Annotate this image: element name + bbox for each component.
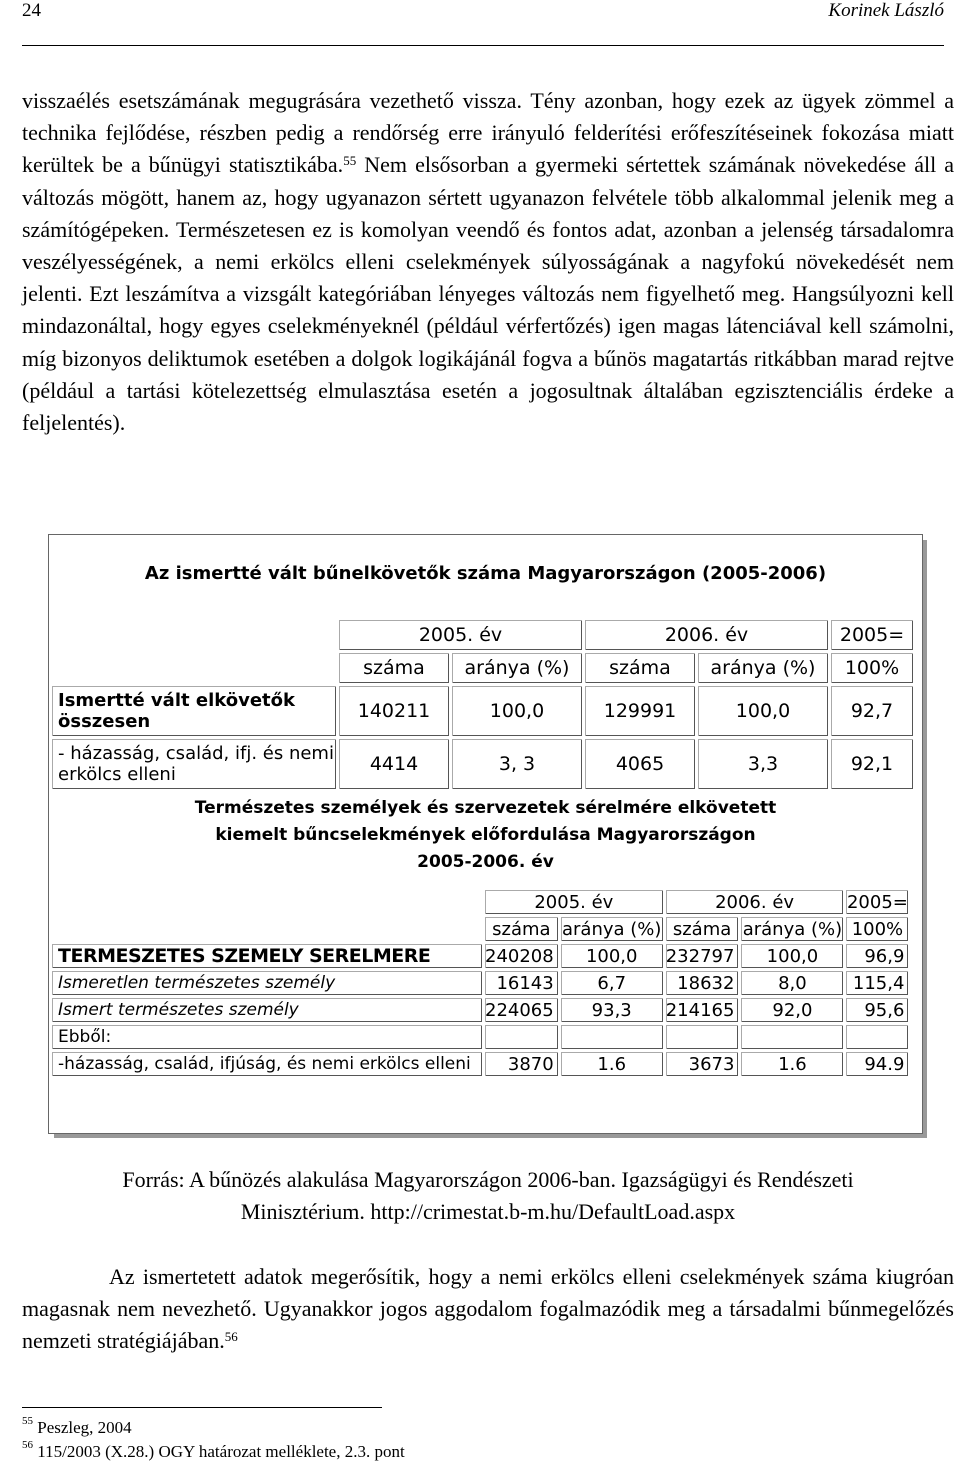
footnote-text: Peszleg, 2004: [37, 1418, 132, 1437]
table-cell: 115,4: [846, 971, 908, 995]
table-cell: 232797: [666, 944, 739, 968]
source-line: Forrás: A bűnözés alakulása Magyarországon 2006-ban. Igazságügyi és Rendészeti: [122, 1167, 854, 1192]
table-cell: 100,0: [741, 944, 843, 968]
body-paragraph-2: [22, 1261, 954, 1358]
footnote-number: 55: [22, 1415, 33, 1427]
body-paragraph-1: [22, 85, 954, 439]
table-corner-cell: [52, 917, 482, 941]
header-rule: [22, 45, 944, 46]
table-cell: 100,0: [561, 944, 663, 968]
year-header-index: 2005=: [846, 891, 908, 913]
row-label: -házasság, család, ifjúság, és nemi erkölcs elleni: [52, 1052, 482, 1076]
running-author: Korinek László: [828, 0, 944, 21]
figure-source: [22, 1164, 954, 1228]
table-row: [52, 739, 913, 789]
table-2-title-line: kiemelt bűncselekmények előfordulása Magyarországon: [215, 825, 756, 845]
table-cell: [846, 1025, 908, 1049]
table-cell: 240208: [485, 944, 558, 968]
row-label: TERMESZETES SZEMELY SERELMERE: [52, 944, 482, 968]
table-cell: 4414: [339, 739, 449, 789]
year-header-2006: 2006. év: [666, 890, 844, 914]
column-header: száma: [585, 653, 695, 683]
table-cell: 6,7: [561, 971, 663, 995]
column-header: száma: [339, 653, 449, 683]
table-cell: 1.6: [561, 1052, 663, 1076]
table-cell: 92,1: [831, 739, 913, 789]
footnote-number: 56: [22, 1439, 33, 1451]
table-cell: 3,3: [698, 739, 828, 789]
table-cell: 92,0: [741, 998, 843, 1022]
table-cell: [666, 1025, 739, 1049]
table-row: [52, 998, 908, 1022]
year-header-index: 2005=: [831, 620, 913, 650]
column-header: aránya (%): [562, 918, 662, 940]
table-row: [52, 1052, 908, 1076]
table-cell: 96,9: [846, 944, 908, 968]
paragraph-1-text-b: Nem elsősorban a gyermeki sértettek számának növekedése áll a változás mögött, hanem az, hogy ugyanazon sértett ugyanazon felvétele több alkalommal jelenik meg a számítógépeken. Természetesen ez is komolyan veendő és fontos adat, azonban a jelenség társadalomra veszélyességének, a nemi erkölcs elleni cselekmények súlyosságának a nagyfokú növekedését nem jelenti. Ezt leszámítva a vizsgált kategóriában lényeges változás nem figyelhető meg. Hangsúlyozni kell mindazonáltal, hogy egyes cselekményeknél (például vérfertőzés) igen magas látenciával kell számolni, míg bizonyos deliktumok esetében a dolgok logikájánál fogva a bűnös magatartás ritkábban marad rejtve (például a tartási kötelezettség elmulasztása esetén a jogosultnak általában egzisztenciális érdeke a feljelentés).: [22, 152, 955, 436]
table-cell: 8,0: [741, 971, 843, 995]
table-cell: 92,7: [831, 686, 913, 736]
table-cell: 100,0: [452, 686, 582, 736]
table-cell: [741, 1025, 843, 1049]
source-line-url[interactable]: Minisztérium. http://crimestat.b-m.hu/DefaultLoad.aspx: [240, 1199, 736, 1224]
table-1: [49, 617, 916, 792]
column-header: 100%: [831, 653, 913, 683]
table-row: [52, 686, 913, 736]
table-corner-cell: [52, 653, 336, 683]
column-header: aránya (%): [452, 653, 582, 683]
table-corner-cell: [52, 890, 482, 914]
table-cell: 1.6: [741, 1052, 843, 1076]
footnote-ref-55[interactable]: 55: [343, 153, 357, 169]
table-cell: 140211: [339, 686, 449, 736]
table-cell: 129991: [585, 686, 695, 736]
page-number: 24: [22, 0, 41, 21]
footnote-ref-56[interactable]: 56: [224, 1329, 238, 1345]
table-cell: 16143: [485, 971, 558, 995]
row-label: - házasság, család, ifj. és nemi erkölcs elleni: [52, 739, 336, 789]
table-row: [52, 944, 908, 968]
table-corner-cell: [52, 620, 336, 650]
table-row: [52, 890, 908, 914]
column-header: aránya (%): [698, 653, 828, 683]
table-row: [52, 620, 913, 650]
table-cell: 93,3: [561, 998, 663, 1022]
column-header: száma: [666, 917, 739, 941]
table-cell: 4065: [585, 739, 695, 789]
footnote-55: [22, 1415, 132, 1438]
column-header: száma: [485, 917, 558, 941]
row-label: Ismeretlen természetes személy: [52, 971, 482, 995]
table-cell: [485, 1025, 558, 1049]
row-label: Ismertté vált elkövetők összesen: [52, 686, 336, 736]
table-row: [52, 917, 908, 941]
paragraph-2-text: Az ismertetett adatok megerősítik, hogy a nemi erkölcs elleni cselekmények száma kiugróan magasnak nem nevezhető. Ugyanakkor jogos aggodalom fogalmazódik meg a társadalmi bűnmegelőzés nemzeti stratégiájában.: [22, 1264, 954, 1354]
footnote-rule: [22, 1407, 382, 1408]
table-cell: 95,6: [846, 998, 908, 1022]
footnote-text: 115/2003 (X.28.) OGY határozat melléklete, 2.3. pont: [37, 1442, 405, 1461]
table-cell: 18632: [666, 971, 739, 995]
table-cell: 3, 3: [452, 739, 582, 789]
column-header: 100%: [846, 917, 908, 941]
table-cell: [561, 1025, 663, 1049]
table-cell: 214165: [666, 998, 739, 1022]
row-label: Ebből:: [52, 1025, 482, 1049]
table-row: [52, 971, 908, 995]
column-header: aránya (%): [742, 918, 843, 940]
table-row: [52, 1025, 908, 1049]
footnote-56: [22, 1439, 405, 1462]
year-header-2006: 2006. év: [585, 620, 828, 650]
year-header-2005: 2005. év: [339, 620, 582, 650]
table-2: [49, 887, 911, 1079]
table-cell: 100,0: [698, 686, 828, 736]
page-header: [22, 0, 944, 36]
table-cell: 3673: [666, 1052, 739, 1076]
row-label: Ismert természetes személy: [52, 998, 482, 1022]
table-1-title: Az ismertté vált bűnelkövetők száma Magyarországon (2005-2006): [144, 563, 827, 584]
table-cell: 224065: [485, 998, 558, 1022]
table-cell: 94.9: [846, 1052, 908, 1076]
table-2-title-line: 2005-2006. év: [417, 852, 554, 872]
statistics-figure: [48, 534, 923, 1134]
paragraph-1-text-a: visszaélés esetszámának megugrására vezethető vissza. Tény azonban, hogy ezek az ügyek zömmel a technika fejlődése, részben pedig a rendőrség erre irányuló felderítési erőfeszítéseinek fokozása miatt kerültek be a bűnügyi statisztikába.: [22, 88, 954, 178]
year-header-2005: 2005. év: [485, 890, 663, 914]
table-2-title: [49, 795, 922, 876]
table-cell: 3870: [485, 1052, 558, 1076]
table-2-title-line: Természetes személyek és szervezetek sérelmére elkövetett: [194, 798, 777, 818]
table-row: [52, 653, 913, 683]
